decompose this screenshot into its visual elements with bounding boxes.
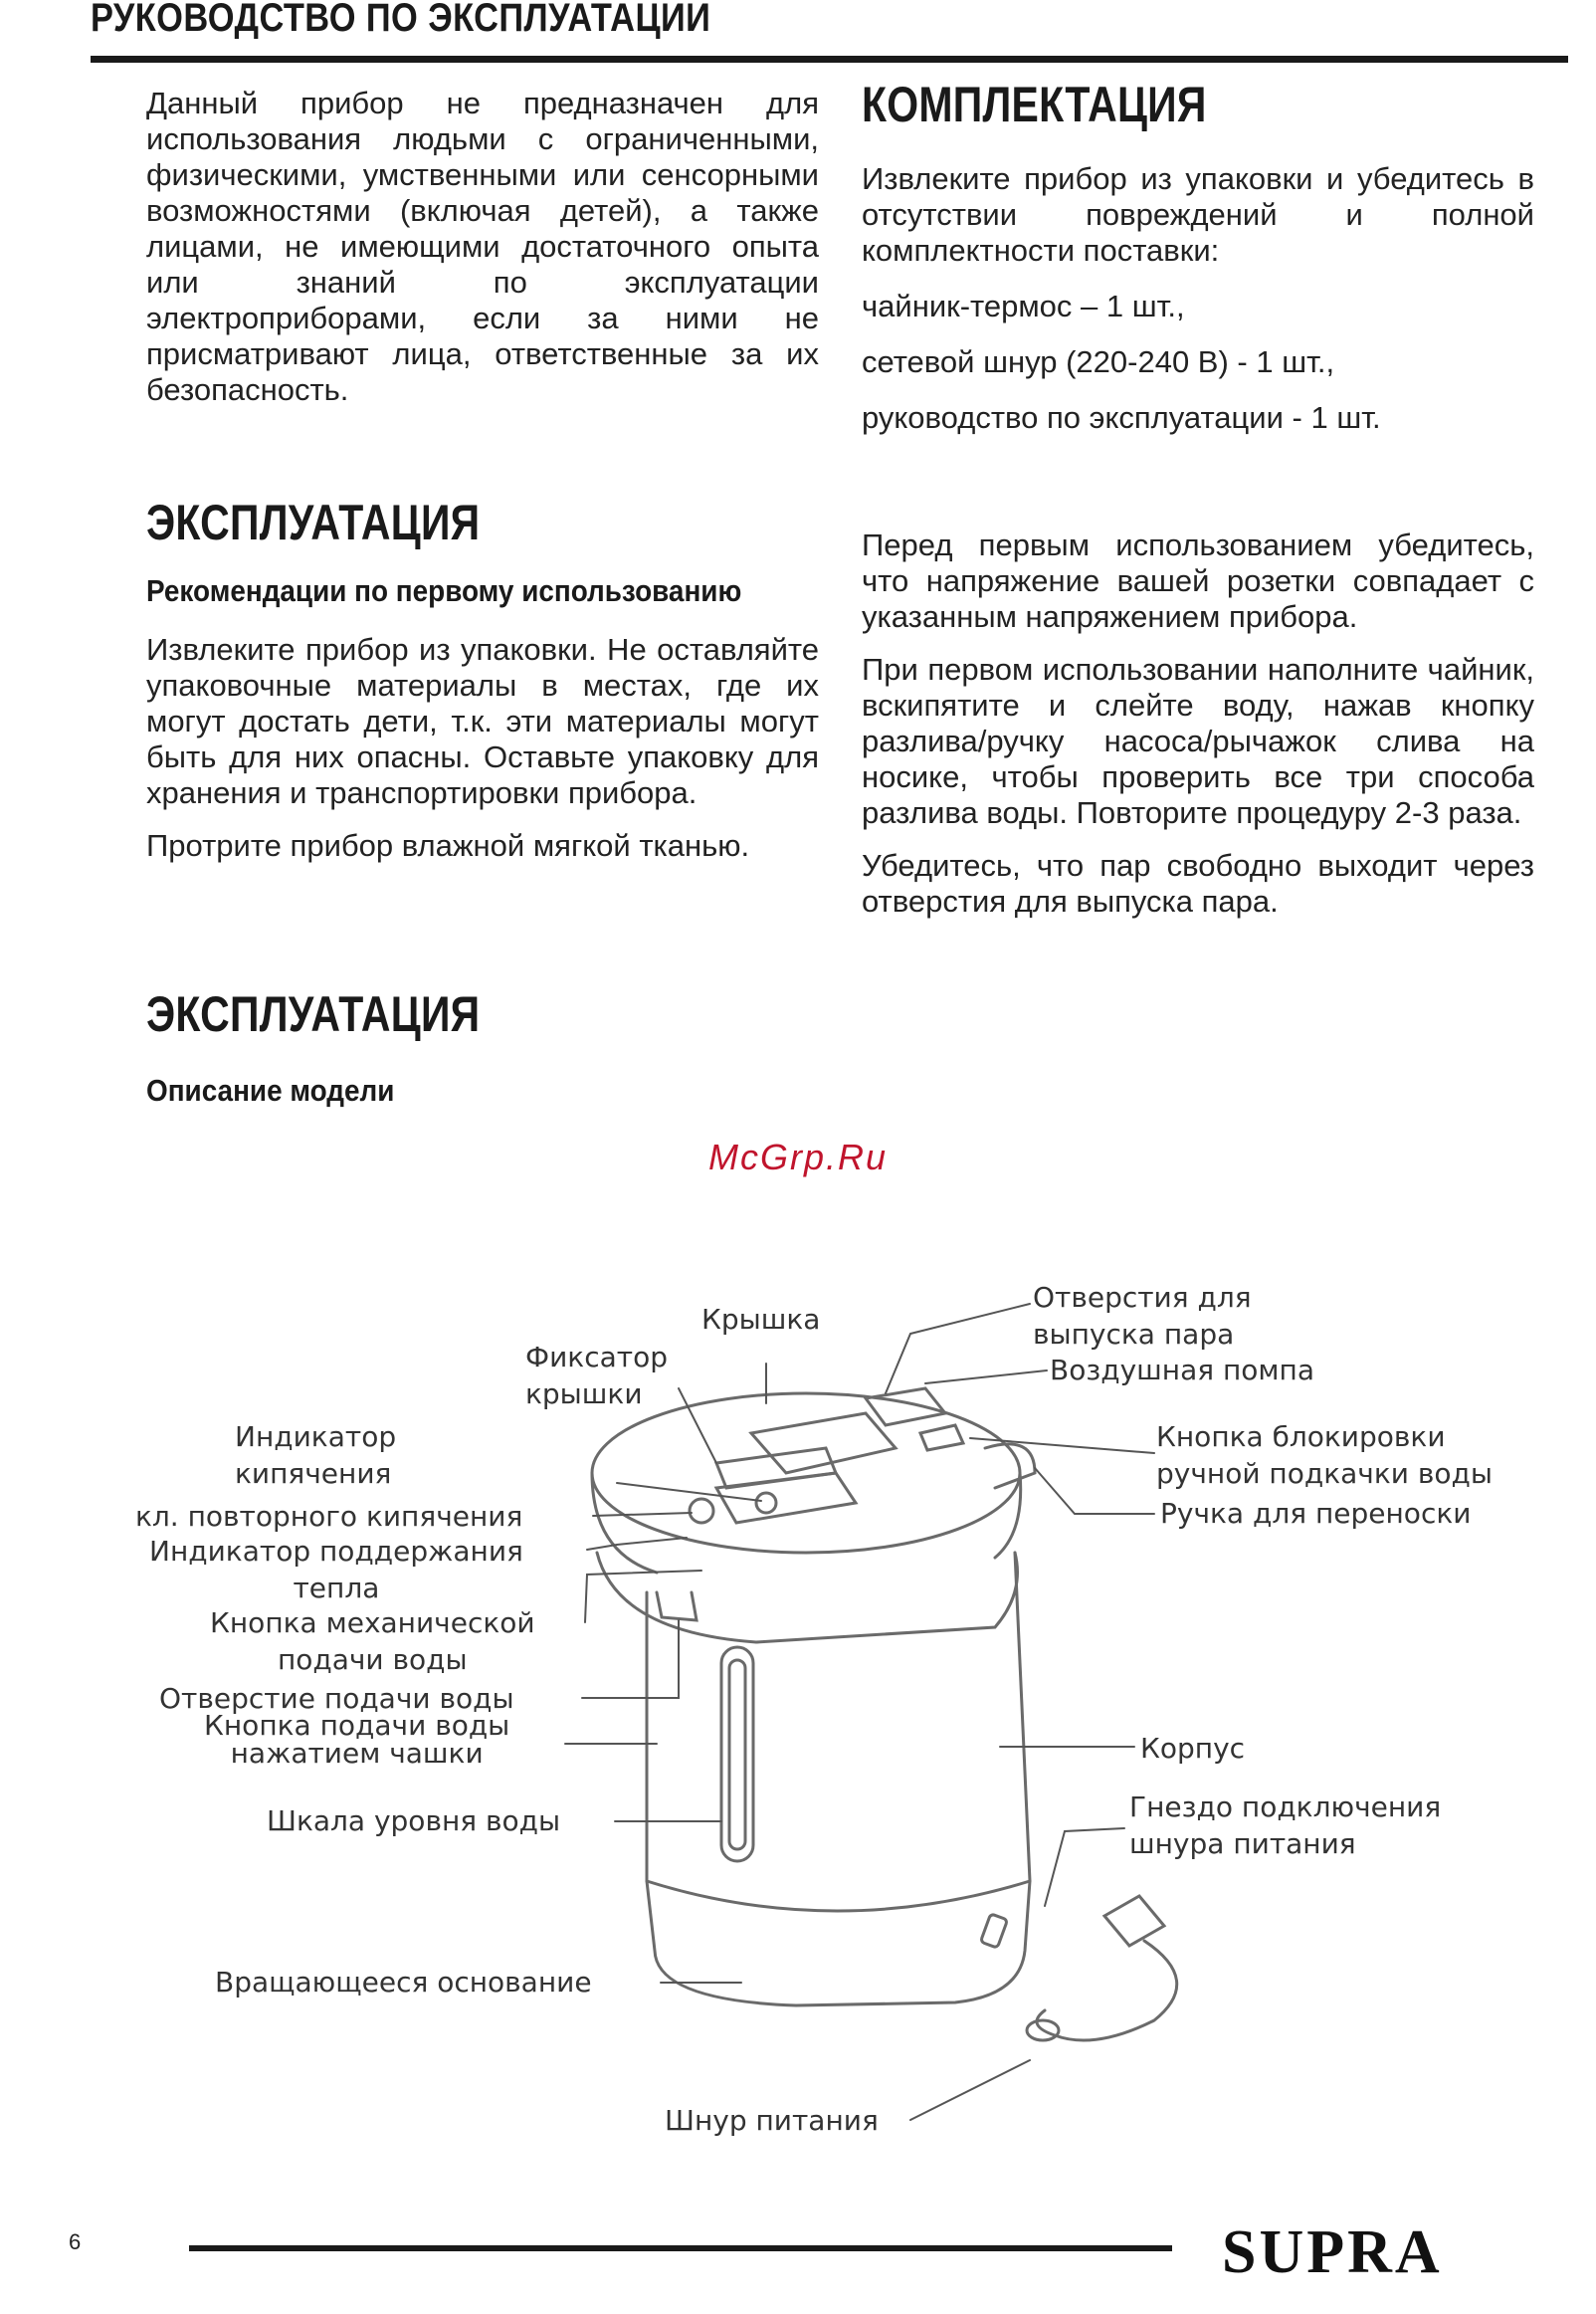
label-power-socket xyxy=(1129,1788,1441,1862)
label-mechanical-button xyxy=(210,1604,535,1678)
leader-cord xyxy=(910,2060,1030,2120)
label-steam-holes xyxy=(1033,1279,1252,1353)
kit-item: сетевой шнур (220-240 В) - 1 шт., xyxy=(862,344,1335,379)
leader-pump xyxy=(925,1370,1047,1383)
label-line: подачи воды xyxy=(277,1643,468,1676)
label-line: Кнопка механической xyxy=(210,1606,535,1639)
plug-shape xyxy=(1104,1896,1164,1946)
usage-right-column xyxy=(862,527,1534,937)
kit-intro: Извлеките прибор из упаковки и убедитесь в отсутствии повреждений и полной комплектности поставки: xyxy=(862,161,1534,268)
label-body: Корпус xyxy=(1140,1732,1246,1765)
usage-subtitle: Рекомендации по первому использованию xyxy=(146,573,742,608)
usage-paragraph: Протрите прибор влажной мягкой тканью. xyxy=(146,828,750,863)
label-cup-button xyxy=(204,1709,510,1770)
label-line: Кнопка блокировки xyxy=(1156,1420,1446,1453)
pump-panel xyxy=(866,1388,945,1425)
reboil-button-shape xyxy=(690,1499,713,1523)
kit-item: руководство по эксплуатации - 1 шт. xyxy=(862,400,1381,435)
label-line: кипячения xyxy=(235,1457,392,1490)
label-line: Гнездо подключения xyxy=(1129,1790,1442,1823)
water-scale-shape xyxy=(721,1647,753,1861)
label-lid: Крышка xyxy=(701,1303,821,1336)
label-line: шнура питания xyxy=(1129,1827,1356,1860)
kit-title: КОМПЛЕКТАЦИЯ xyxy=(862,77,1207,132)
label-line: выпуска пара xyxy=(1033,1318,1235,1351)
usage-paragraph: Перед первым использованием убедитесь, что напряжение вашей розетки совпадает с указанным напряжением прибора. xyxy=(862,527,1534,634)
leader-water-outlet xyxy=(582,1620,679,1698)
usage-left-column xyxy=(146,632,819,881)
label-boil-indicator xyxy=(235,1418,396,1492)
lid-rim xyxy=(592,1473,657,1573)
page-number: 6 xyxy=(69,2229,82,2254)
label-line: крышки xyxy=(525,1377,643,1410)
brand-logo: SUPRA xyxy=(1222,2218,1443,2286)
usage-title: ЭКСПЛУАТАЦИЯ xyxy=(146,495,481,550)
header-rule xyxy=(91,56,1568,63)
label-line: нажатием чашки xyxy=(230,1737,484,1770)
lock-button-shape xyxy=(920,1425,963,1450)
label-water-scale: Шкала уровня воды xyxy=(267,1804,561,1837)
leader-lid-lock xyxy=(679,1388,716,1463)
water-scale-inner xyxy=(729,1660,745,1849)
indicator-shape xyxy=(756,1493,776,1513)
leader-socket xyxy=(1045,1828,1124,1906)
lid-outline xyxy=(592,1393,1020,1553)
label-handle: Ручка для переноски xyxy=(1160,1497,1472,1530)
watermark: McGrp.Ru xyxy=(707,1137,889,1177)
label-line: Отверстия для xyxy=(1033,1281,1252,1314)
label-rotating-base: Вращающееся основание xyxy=(215,1966,592,1998)
lid-panel xyxy=(751,1413,896,1473)
leader-reboil xyxy=(593,1513,692,1516)
usage-paragraph: Убедитесь, что пар свободно выходит через отверстия для выпуска пара. xyxy=(862,848,1534,919)
label-line: Фиксатор xyxy=(525,1341,668,1373)
page-header-title: РУКОВОДСТВО ПО ЭКСПЛУАТАЦИИ xyxy=(91,0,711,40)
leader-handle xyxy=(1035,1468,1154,1514)
intro-paragraph: Данный прибор не предназначен для использования людьми с ограниченными, физическими, умственными или сенсорными возможностями (включая детей), а также лицами, не имеющими достаточного опыта или знаний по эксплуатации электроприборами, если за ними не присматривают лица, ответственные за их безопасность. xyxy=(146,86,819,407)
label-air-pump: Воздушная помпа xyxy=(1050,1354,1315,1386)
kit-column xyxy=(862,161,1534,453)
label-water-outlet: Отверстие подачи воды xyxy=(159,1682,514,1715)
shoulder xyxy=(597,1553,1018,1642)
label-line: ручной подкачки воды xyxy=(1156,1457,1493,1490)
model-subtitle: Описание модели xyxy=(146,1073,395,1108)
body-right xyxy=(1015,1553,1030,1881)
label-keep-warm-indicator xyxy=(149,1533,523,1606)
label-line: Индикатор поддержания xyxy=(149,1535,523,1568)
intro-column xyxy=(146,86,819,425)
kit-item: чайник-термос – 1 шт., xyxy=(862,289,1185,323)
label-line: Индикатор xyxy=(235,1420,397,1453)
footer-rule xyxy=(189,2245,1172,2251)
label-line: тепла xyxy=(293,1572,380,1604)
usage-paragraph: Извлеките прибор из упаковки. Не оставляйте упаковочные материалы в местах, где их могут достать дети, т.к. эти материалы могут быть для них опасны. Оставьте упаковку для хранения и транспортировки прибора. xyxy=(146,632,819,810)
base-shape xyxy=(647,1881,1030,2005)
body-bottom-seam xyxy=(647,1881,1030,1911)
label-reboil-button: кл. повторного кипячения xyxy=(135,1500,523,1533)
usage-paragraph: При первом использовании наполните чайник, вскипятите и слейте воду, нажав кнопку разлива/ручку насоса/рычажок слива на носике, чтобы проверить все три способа разлива воды. Повторите процедуру 2-3 раза. xyxy=(862,652,1534,830)
model-title: ЭКСПЛУАТАЦИЯ xyxy=(146,986,481,1042)
label-line: Кнопка подачи воды xyxy=(204,1709,510,1742)
label-lid-lock xyxy=(525,1339,668,1412)
label-power-cord: Шнур питания xyxy=(665,2104,879,2137)
label-lock-button xyxy=(1156,1418,1493,1492)
leader-keep-warm xyxy=(587,1538,687,1550)
spout-shape xyxy=(657,1592,697,1620)
socket-shape xyxy=(980,1914,1007,1948)
